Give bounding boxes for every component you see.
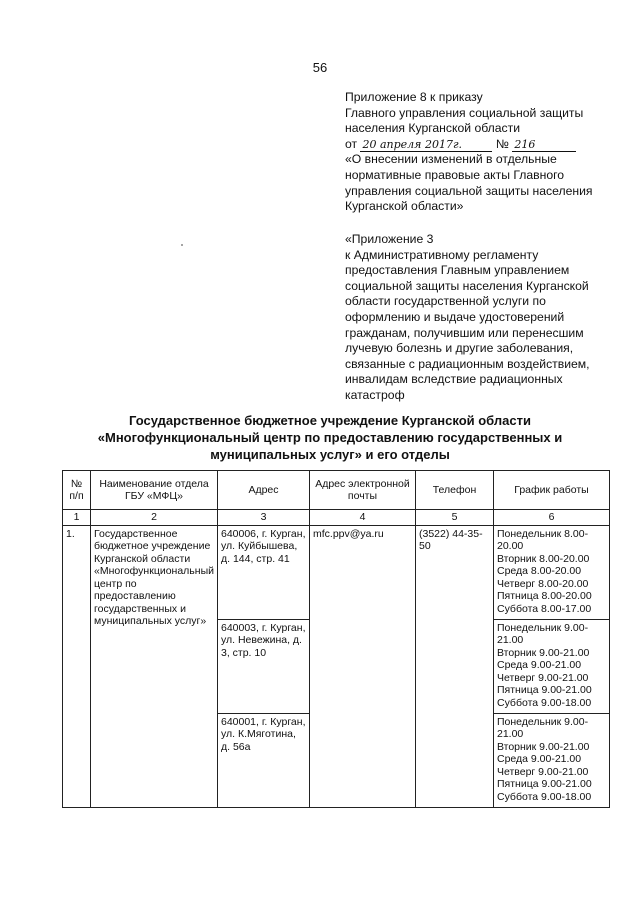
column-number: 6 [493,510,609,526]
page-number: 56 [312,60,328,75]
schedule-line: Пятница 9.00-21.00 [496,778,592,790]
scan-speck [181,244,183,246]
schedule-line: Четверг 9.00-21.00 [496,671,589,684]
column-number-row [63,510,610,526]
schedule-cell [493,619,609,713]
email-cell: mfc.ppv@ya.ru [309,525,415,807]
schedule-line: Четверг 9.00-21.00 [496,765,589,778]
heading-line: Государственное бюджетное учреждение Курганской области [129,413,531,428]
appendix8-subject: «О внесении изменений в отдельные нормативные правовые акты Главного управления социальной защиты населения Курганской области» [345,152,593,214]
handwritten-number: 216 [512,139,576,152]
column-number: 4 [309,510,415,526]
column-number: 2 [91,510,218,526]
appendix3-text: к Административному регламенту предоставления Главным управлением социальной защиты населения Курганской области государственной услуги по оформлению и выдаче удостоверений гражданам, получившим или перенесшим лучевую болезнь и другие заболевания, связанные с радиационным воздействием, инвалидам вследствие радиационных катастроф [345,247,590,402]
heading-line: «Многофункциональный центр по предоставлению государственных и [97,430,563,445]
branches-table [62,470,610,808]
column-number: 1 [63,510,91,526]
appendix3-block [345,232,615,404]
branch-address: 640003, г. Курган, ул. Невежина, д. 3, стр. 10 [217,619,309,713]
row-number: 1. [63,525,91,807]
schedule-line: 21.00 [496,634,524,646]
document-heading [40,412,620,463]
schedule-line: Вторник 8.00-20.00 [496,552,590,565]
column-number: 3 [217,510,309,526]
appendix8-line: Приложение 8 к приказу [345,90,483,104]
date-prefix: от [345,136,358,151]
branch-address: 640001, г. Курган, ул. К.Мяготина, д. 56а [217,713,309,807]
schedule-line: Суббота 9.00-18.00 [496,696,592,709]
schedule-line: Среда 8.00-20.00 [496,565,582,577]
appendix3-title: «Приложение 3 [345,232,434,246]
header-cell: Телефон [415,471,493,510]
schedule-line: Четверг 8.00-20.00 [496,577,589,590]
organization-name: Государственное бюджетное учреждение Курганской области «Многофункциональный центр по предоставлению государственных и муниципальных услуг» [91,525,218,807]
heading-line: муниципальных услуг» и его отделы [210,447,450,462]
appendix8-line: населения Курганской области [345,121,521,136]
header-cell: Адрес электронной почты [309,471,415,510]
schedule-line: Пятница 9.00-21.00 [496,684,592,696]
schedule-cell [493,525,609,619]
header-cell: Наименование отдела ГБУ «МФЦ» [91,471,218,510]
schedule-line: 21.00 [496,728,524,740]
schedule-line: Среда 9.00-21.00 [496,753,582,765]
appendix8-date-line [345,137,615,153]
schedule-line: Суббота 9.00-18.00 [496,790,592,803]
table-row [63,525,610,619]
phone-cell: (3522) 44-35-50 [415,525,493,807]
header-cell: График работы [493,471,609,510]
schedule-line: Понедельник 8.00- [496,527,589,540]
schedule-cell [493,713,609,807]
schedule-line: Понедельник 9.00- [496,715,589,728]
table-header-row [63,471,610,510]
column-number: 5 [415,510,493,526]
schedule-line: Пятница 8.00-20.00 [496,590,592,602]
schedule-line: 20.00 [496,540,524,552]
header-cell: Адрес [217,471,309,510]
schedule-line: Среда 9.00-21.00 [496,659,582,671]
header-cell: № п/п [63,471,91,510]
handwritten-date: 20 апреля 2017г. [360,139,492,152]
schedule-line: Вторник 9.00-21.00 [496,646,590,659]
appendix8-block [345,90,615,215]
appendix8-line: Главного управления социальной защиты [345,105,584,120]
schedule-line: Суббота 8.00-17.00 [496,602,592,615]
schedule-line: Вторник 9.00-21.00 [496,740,590,753]
schedule-line: Понедельник 9.00- [496,621,589,634]
branch-address: 640006, г. Курган, ул. Куйбышева, д. 144, стр. 41 [217,525,309,619]
number-prefix: № [495,136,509,151]
